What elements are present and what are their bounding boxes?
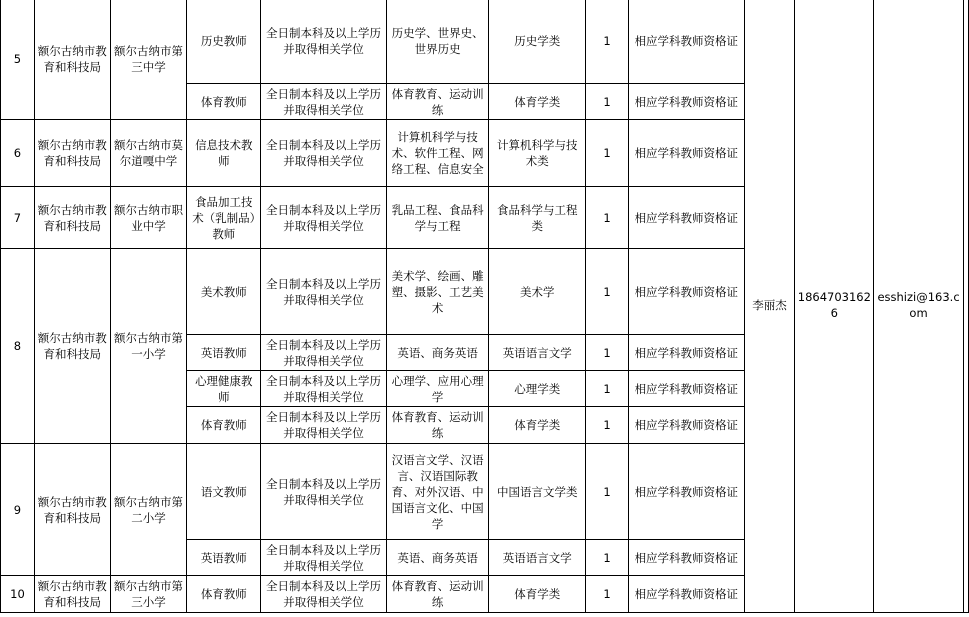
post-cell: 体育教师 — [187, 576, 261, 613]
dept-cell: 额尔古纳市教育和科技局 — [34, 187, 110, 249]
count-cell: 1 — [586, 0, 629, 84]
contact-email: esshizi@163.com — [874, 0, 964, 613]
cert-cell: 相应学科教师资格证 — [629, 120, 745, 187]
major-cell: 汉语言文学、汉语言、汉语国际教育、对外汉语、中国语言文化、中国学 — [386, 444, 489, 540]
category-cell: 体育学类 — [489, 576, 586, 613]
edu-cell: 全日制本科及以上学历并取得相关学位 — [261, 249, 387, 335]
major-cell: 心理学、应用心理学 — [386, 371, 489, 407]
table-row — [1, 0, 969, 84]
major-cell: 美术学、绘画、雕塑、摄影、工艺美术 — [386, 249, 489, 335]
category-cell: 体育学类 — [489, 407, 586, 444]
school-cell: 额尔古纳市第三中学 — [110, 0, 187, 120]
major-cell: 英语、商务英语 — [386, 540, 489, 576]
count-cell: 1 — [586, 407, 629, 444]
school-cell: 额尔古纳市第三小学 — [110, 576, 187, 613]
category-cell: 英语语言文学 — [489, 335, 586, 371]
edu-cell: 全日制本科及以上学历并取得相关学位 — [261, 407, 387, 444]
cert-cell: 相应学科教师资格证 — [629, 371, 745, 407]
edu-cell: 全日制本科及以上学历并取得相关学位 — [261, 187, 387, 249]
post-cell: 心理健康教师 — [187, 371, 261, 407]
post-cell: 信息技术教师 — [187, 120, 261, 187]
school-cell: 额尔古纳市莫尔道嘎中学 — [110, 120, 187, 187]
count-cell: 1 — [586, 84, 629, 120]
category-cell: 计算机科学与技术类 — [489, 120, 586, 187]
dept-cell: 额尔古纳市教育和科技局 — [34, 0, 110, 120]
dept-cell: 额尔古纳市教育和科技局 — [34, 576, 110, 613]
cert-cell: 相应学科教师资格证 — [629, 335, 745, 371]
school-cell: 额尔古纳市第二小学 — [110, 444, 187, 576]
category-cell: 中国语言文学类 — [489, 444, 586, 540]
category-cell: 体育学类 — [489, 84, 586, 120]
major-cell: 历史学、世界史、世界历史 — [386, 0, 489, 84]
contact-phone: 18647031626 — [795, 0, 874, 613]
edu-cell: 全日制本科及以上学历并取得相关学位 — [261, 0, 387, 84]
count-cell: 1 — [586, 540, 629, 576]
cert-cell: 相应学科教师资格证 — [629, 540, 745, 576]
dept-cell: 额尔古纳市教育和科技局 — [34, 249, 110, 444]
edu-cell: 全日制本科及以上学历并取得相关学位 — [261, 335, 387, 371]
cert-cell: 相应学科教师资格证 — [629, 407, 745, 444]
row-number: 5 — [1, 0, 35, 120]
edu-cell: 全日制本科及以上学历并取得相关学位 — [261, 540, 387, 576]
post-cell: 体育教师 — [187, 407, 261, 444]
cert-cell: 相应学科教师资格证 — [629, 576, 745, 613]
post-cell: 美术教师 — [187, 249, 261, 335]
dept-cell: 额尔古纳市教育和科技局 — [34, 120, 110, 187]
category-cell: 心理学类 — [489, 371, 586, 407]
school-cell: 额尔古纳市职业中学 — [110, 187, 187, 249]
post-cell: 历史教师 — [187, 0, 261, 84]
row-number: 6 — [1, 120, 35, 187]
post-cell: 语文教师 — [187, 444, 261, 540]
dept-cell: 额尔古纳市教育和科技局 — [34, 444, 110, 576]
row-number: 10 — [1, 576, 35, 613]
count-cell: 1 — [586, 576, 629, 613]
category-cell: 食品科学与工程类 — [489, 187, 586, 249]
edu-cell: 全日制本科及以上学历并取得相关学位 — [261, 576, 387, 613]
major-cell: 体育教育、运动训练 — [386, 576, 489, 613]
row-number: 8 — [1, 249, 35, 444]
edu-cell: 全日制本科及以上学历并取得相关学位 — [261, 371, 387, 407]
post-cell: 英语教师 — [187, 335, 261, 371]
row-number: 7 — [1, 187, 35, 249]
edu-cell: 全日制本科及以上学历并取得相关学位 — [261, 444, 387, 540]
major-cell: 英语、商务英语 — [386, 335, 489, 371]
table-edge — [963, 0, 968, 613]
major-cell: 体育教育、运动训练 — [386, 84, 489, 120]
category-cell: 美术学 — [489, 249, 586, 335]
cert-cell: 相应学科教师资格证 — [629, 444, 745, 540]
school-cell: 额尔古纳市第一小学 — [110, 249, 187, 444]
row-number: 9 — [1, 444, 35, 576]
edu-cell: 全日制本科及以上学历并取得相关学位 — [261, 120, 387, 187]
category-cell: 英语语言文学 — [489, 540, 586, 576]
count-cell: 1 — [586, 187, 629, 249]
cert-cell: 相应学科教师资格证 — [629, 0, 745, 84]
cert-cell: 相应学科教师资格证 — [629, 187, 745, 249]
contact-name: 李丽杰 — [744, 0, 795, 613]
post-cell: 体育教师 — [187, 84, 261, 120]
count-cell: 1 — [586, 120, 629, 187]
major-cell: 体育教育、运动训练 — [386, 407, 489, 444]
count-cell: 1 — [586, 335, 629, 371]
count-cell: 1 — [586, 249, 629, 335]
cert-cell: 相应学科教师资格证 — [629, 249, 745, 335]
post-cell: 食品加工技术（乳制品）教师 — [187, 187, 261, 249]
post-cell: 英语教师 — [187, 540, 261, 576]
edu-cell: 全日制本科及以上学历并取得相关学位 — [261, 84, 387, 120]
major-cell: 计算机科学与技术、软件工程、网络工程、信息安全 — [386, 120, 489, 187]
major-cell: 乳品工程、食品科学与工程 — [386, 187, 489, 249]
category-cell: 历史学类 — [489, 0, 586, 84]
cert-cell: 相应学科教师资格证 — [629, 84, 745, 120]
count-cell: 1 — [586, 444, 629, 540]
count-cell: 1 — [586, 371, 629, 407]
